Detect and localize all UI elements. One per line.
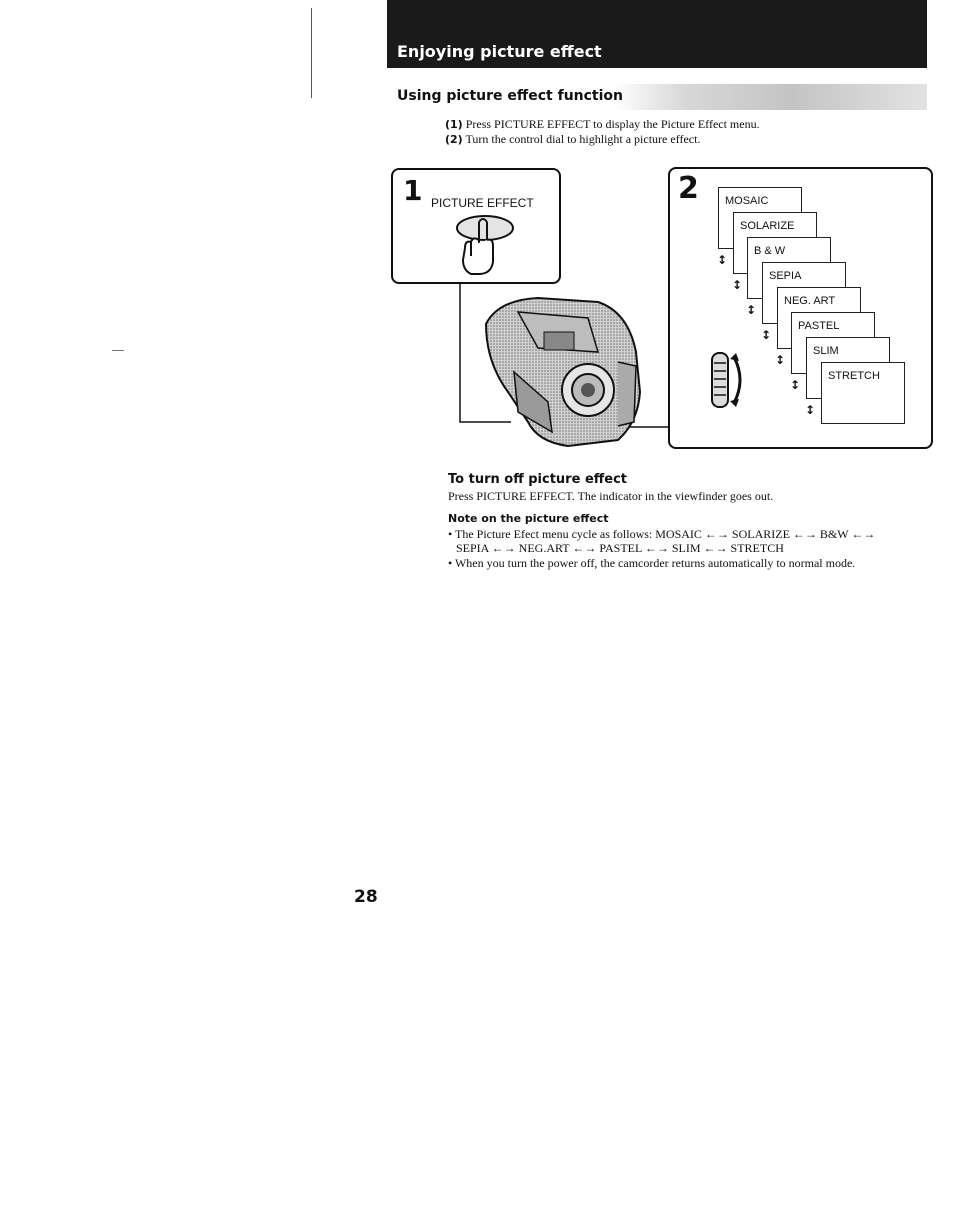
cycle-arrow-icon: ↕ xyxy=(746,303,757,317)
menu-label-mosaic: MOSAIC xyxy=(725,195,769,207)
margin-rule xyxy=(311,8,312,98)
cycle-arrow-icon: ↕ xyxy=(732,278,743,292)
cycle-arrow-icon: ↕ xyxy=(790,378,801,392)
step-2-text: Turn the control dial to highlight a picture effect. xyxy=(465,132,701,146)
step-2-number: (2) xyxy=(445,133,463,146)
step-1 xyxy=(445,117,760,132)
figure-2-number: 2 xyxy=(678,171,699,206)
note-bullet-1-cont: SEPIA ←→ NEG.ART ←→ PASTEL ←→ SLIM ←→ STRETCH xyxy=(456,541,784,555)
step-2 xyxy=(445,132,700,147)
control-dial-icon xyxy=(708,349,748,411)
menu-label-solarize: SOLARIZE xyxy=(740,220,795,232)
cycle-arrow-icon: ↕ xyxy=(717,253,728,267)
cycle-arrow-icon: ↕ xyxy=(761,328,772,342)
finger-press-button-icon xyxy=(443,212,523,278)
menu-label-stretch: STRETCH xyxy=(828,370,880,382)
section-title: Enjoying picture effect xyxy=(397,42,602,61)
figure-1-box xyxy=(391,168,561,284)
step-1-number: (1) xyxy=(445,118,463,131)
picture-effect-button-label: PICTURE EFFECT xyxy=(431,196,534,210)
turn-off-text: Press PICTURE EFFECT. The indicator in the viewfinder goes out. xyxy=(448,489,774,503)
figure-1-number: 1 xyxy=(403,174,423,207)
menu-label-pastel: PASTEL xyxy=(798,320,840,332)
cycle-arrow-icon: ↕ xyxy=(775,353,786,367)
section-header-bar xyxy=(387,0,927,68)
note-heading: Note on the picture effect xyxy=(448,512,609,525)
figure-2-box xyxy=(668,167,933,449)
margin-speck xyxy=(112,350,124,351)
step-1-text: Press PICTURE EFFECT to display the Picture Effect menu. xyxy=(465,117,760,131)
note-bullet-2: • When you turn the power off, the camcorder returns automatically to normal mode. xyxy=(448,556,856,570)
cycle-arrow-icon: ↕ xyxy=(805,403,816,417)
subheading-title: Using picture effect function xyxy=(397,88,624,104)
menu-label-slim: SLIM xyxy=(813,345,839,357)
menu-label-bw: B & W xyxy=(754,245,786,257)
note-bullet-1: • The Picture Efect menu cycle as follows: MOSAIC ←→ SOLARIZE ←→ B&W ←→ xyxy=(448,527,876,541)
turn-off-heading: To turn off picture effect xyxy=(448,472,628,487)
subheading-band xyxy=(387,84,927,110)
camcorder-illustration xyxy=(478,292,648,448)
page-number: 28 xyxy=(354,887,378,907)
menu-label-sepia: SEPIA xyxy=(769,270,802,282)
menu-card-stretch xyxy=(821,362,905,424)
menu-label-neg-art: NEG. ART xyxy=(784,295,836,307)
